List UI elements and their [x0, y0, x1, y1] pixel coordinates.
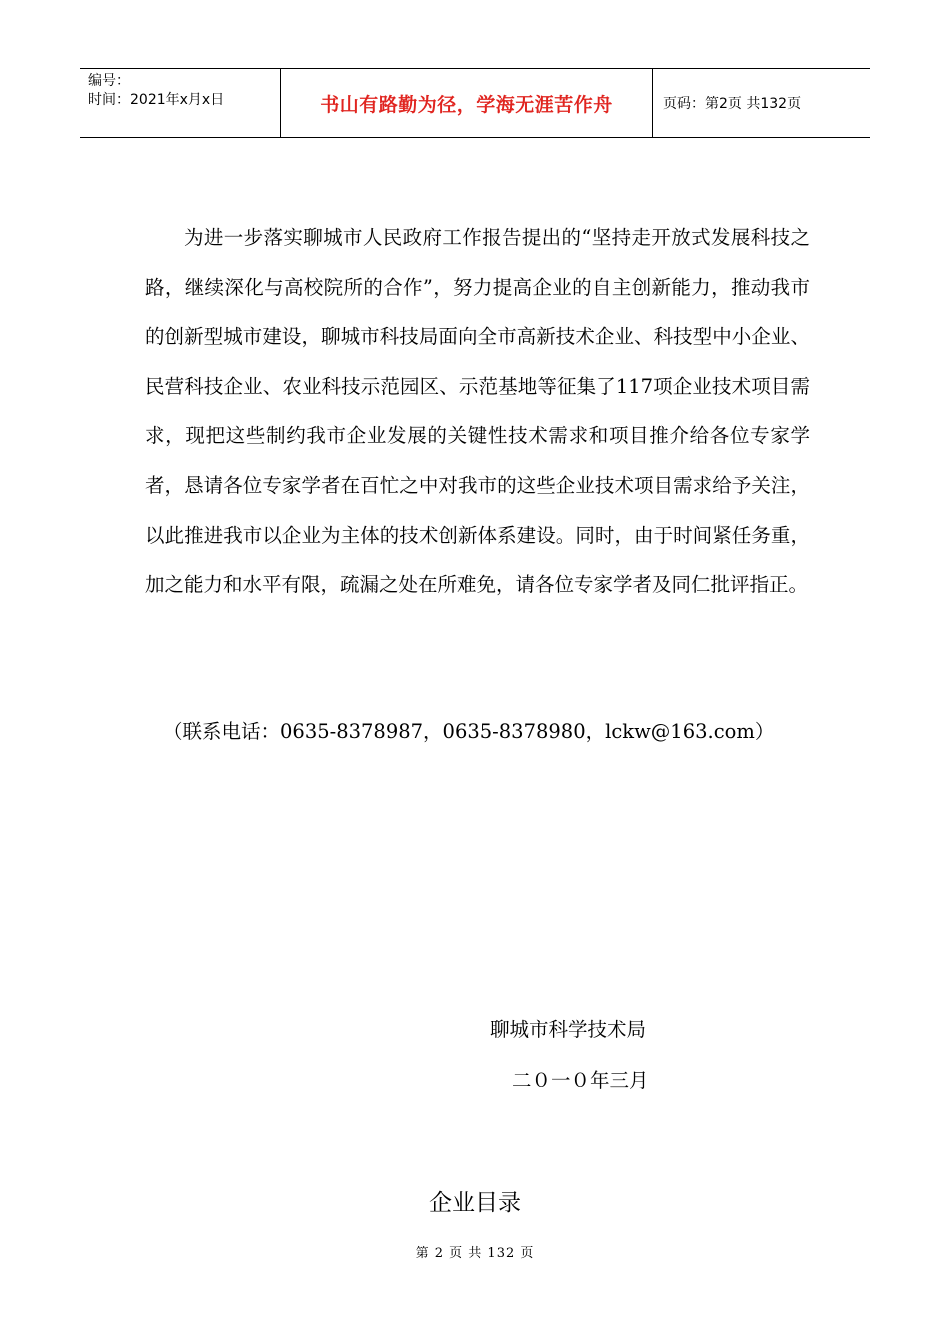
document-number-label: 编号： [88, 73, 130, 89]
contact-info: （联系电话：0635-8378987，0635-8378980，lckw@163.com） [163, 720, 775, 743]
intro-paragraph: 为进一步落实聊城市人民政府工作报告提出的“坚持走开放式发展科技之路，继续深化与高校院所的合作”，努力提高企业的自主创新能力，推动我市的创新型城市建设，聊城市科技局面向全市高新技术企业、科技型中小企业、民营科技企业、农业科技示范园区、示范基地等征集了117项企业技术项目需求，现把这些制约我市企业发展的关键性技术需求和项目推介给各位专家学者，恳请各位专家学者在百忙之中对我市的这些企业技术项目需求给予关注，以此推进我市以企业为主体的技术创新体系建设。同时，由于时间紧任务重，加之能力和水平有限，疏漏之处在所难免，请各位专家学者及同仁批评指正。 [145, 226, 810, 597]
page-header [80, 68, 870, 138]
signature-organization: 聊城市科学技术局 [490, 1018, 647, 1041]
header-motto: 书山有路勤为径，学海无涯苦作舟 [281, 69, 653, 137]
header-meta [80, 69, 281, 137]
page-footer: 第 2 页 共 132 页 [415, 1246, 535, 1261]
header-page-info: 页码：第2页 共132页 [663, 96, 802, 112]
document-time-label: 时间：2021年x月x日 [88, 92, 225, 108]
signature-date: 二０一０年三月 [512, 1069, 649, 1092]
section-title: 企业目录 [429, 1190, 521, 1216]
